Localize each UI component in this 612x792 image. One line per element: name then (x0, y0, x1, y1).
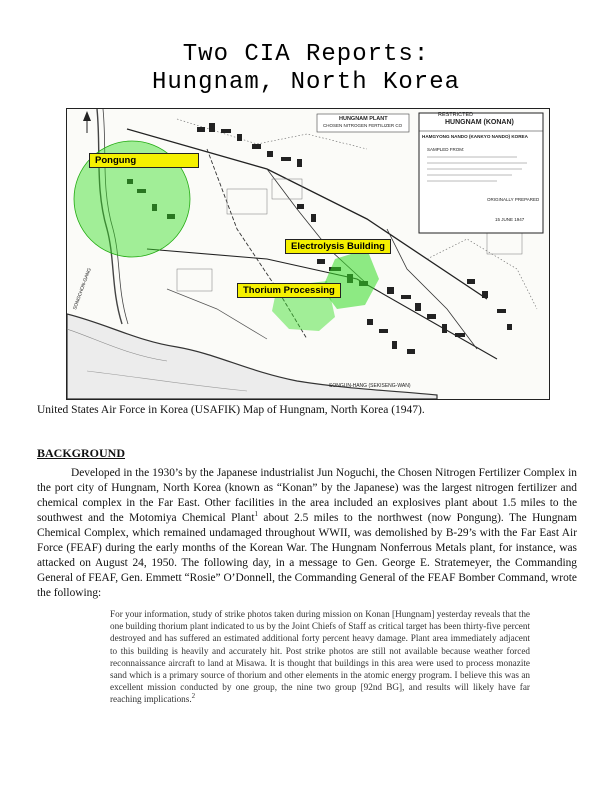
map-river-label: SONGCHON-GANG (73, 267, 93, 311)
page-title-line-2: Hungnam, North Korea (151, 69, 461, 96)
map-region-title: HUNGNAM (KONAN) (445, 119, 514, 126)
map-prepared-note: ORIGINALLY PREPARED (487, 197, 540, 202)
map-date: 15 JUNE 1947 (495, 217, 525, 222)
footnote-ref-2: 2 (191, 692, 196, 701)
section-heading: BACKGROUND (37, 446, 126, 460)
map-caption: United States Air Force in Korea (USAFIK) Map of Hungnam, North Korea (1947). (37, 404, 425, 416)
map-sampled-from: SAMPLED FROM: (427, 147, 465, 152)
body-paragraph (37, 466, 577, 601)
map-plant-title: HUNGNAM PLANT (339, 116, 388, 122)
map-label-pongung: Pongung (89, 153, 199, 168)
body-text-part-2: about 2.5 miles to the northwest (now Pongung). The Hungnam Chemical Complex, which remained undamaged throughout WWII, was demolished by B-29’s with the Far East Air Force (FEAF) during the early months of the Korean War. The Hungnam Nonferrous Metals plant, for instance, was attacked on August 24, 1950. The following day, in a message to Gen. George E. Stratemeyer, the Commanding General of FEAF, Gen. Emmett “Rosie” O’Donnell, the Commanding General of the FEAF Bomber Command, wrote the following: (37, 512, 577, 599)
body-text-part-1: Developed in the 1930’s by the Japanese industrialist Jun Noguchi, the Chosen Nitrogen Fertilizer Complex in the port city of Hungnam, North Korea (known as “Konan” by the Japanese) was the largest nitrogen fertilizer and chemical complex in the Far East. Other facilities in the area included an explosives plant about 1.5 miles to the southwest and the Motomiya Chemical Plant (37, 467, 577, 524)
hungnam-map (66, 108, 550, 400)
block-quote-text: For your information, study of strike photos taken during mission on Konan [Hungnam] yesterday reveals that the one building thorium plant indicated to us by the Joint Chiefs of Staff as critical target has been thirty-five percent destroyed and has suffered an estimated additional forty percent heavy damage. Plant area immediately adjacent to this building is heavily and accurately hit. Post strike photos are still not available because weather forced reconnaissance aircraft to land at Misawa. It is thought that buildings in this area were used to process monazite sand which is a primary source of thorium and other elements in the atomic energy program. I believe this was an excellent mission conducted by one group, the nine two group [92nd BG], and results will likely have far reaching implications. (110, 609, 530, 705)
page-title-line-1: Two CIA Reports: (182, 41, 430, 68)
map-label-thorium-processing: Thorium Processing (237, 283, 341, 298)
map-plant-subtitle: CHOSEN NITROGEN FERTILIZER CO (323, 123, 403, 128)
map-label-electrolysis-building: Electrolysis Building (285, 239, 391, 254)
map-region-subtitle: HAMGYONG NANDO (KANKYO NANDO) KOREA (422, 134, 528, 139)
footnote-ref-1: 1 (254, 510, 258, 519)
map-classification-label: RESTRICTED (438, 112, 474, 118)
map-bay-label: SONGUN-HANG (SEKISENG-WAN) (329, 383, 411, 389)
block-quote (110, 608, 530, 706)
